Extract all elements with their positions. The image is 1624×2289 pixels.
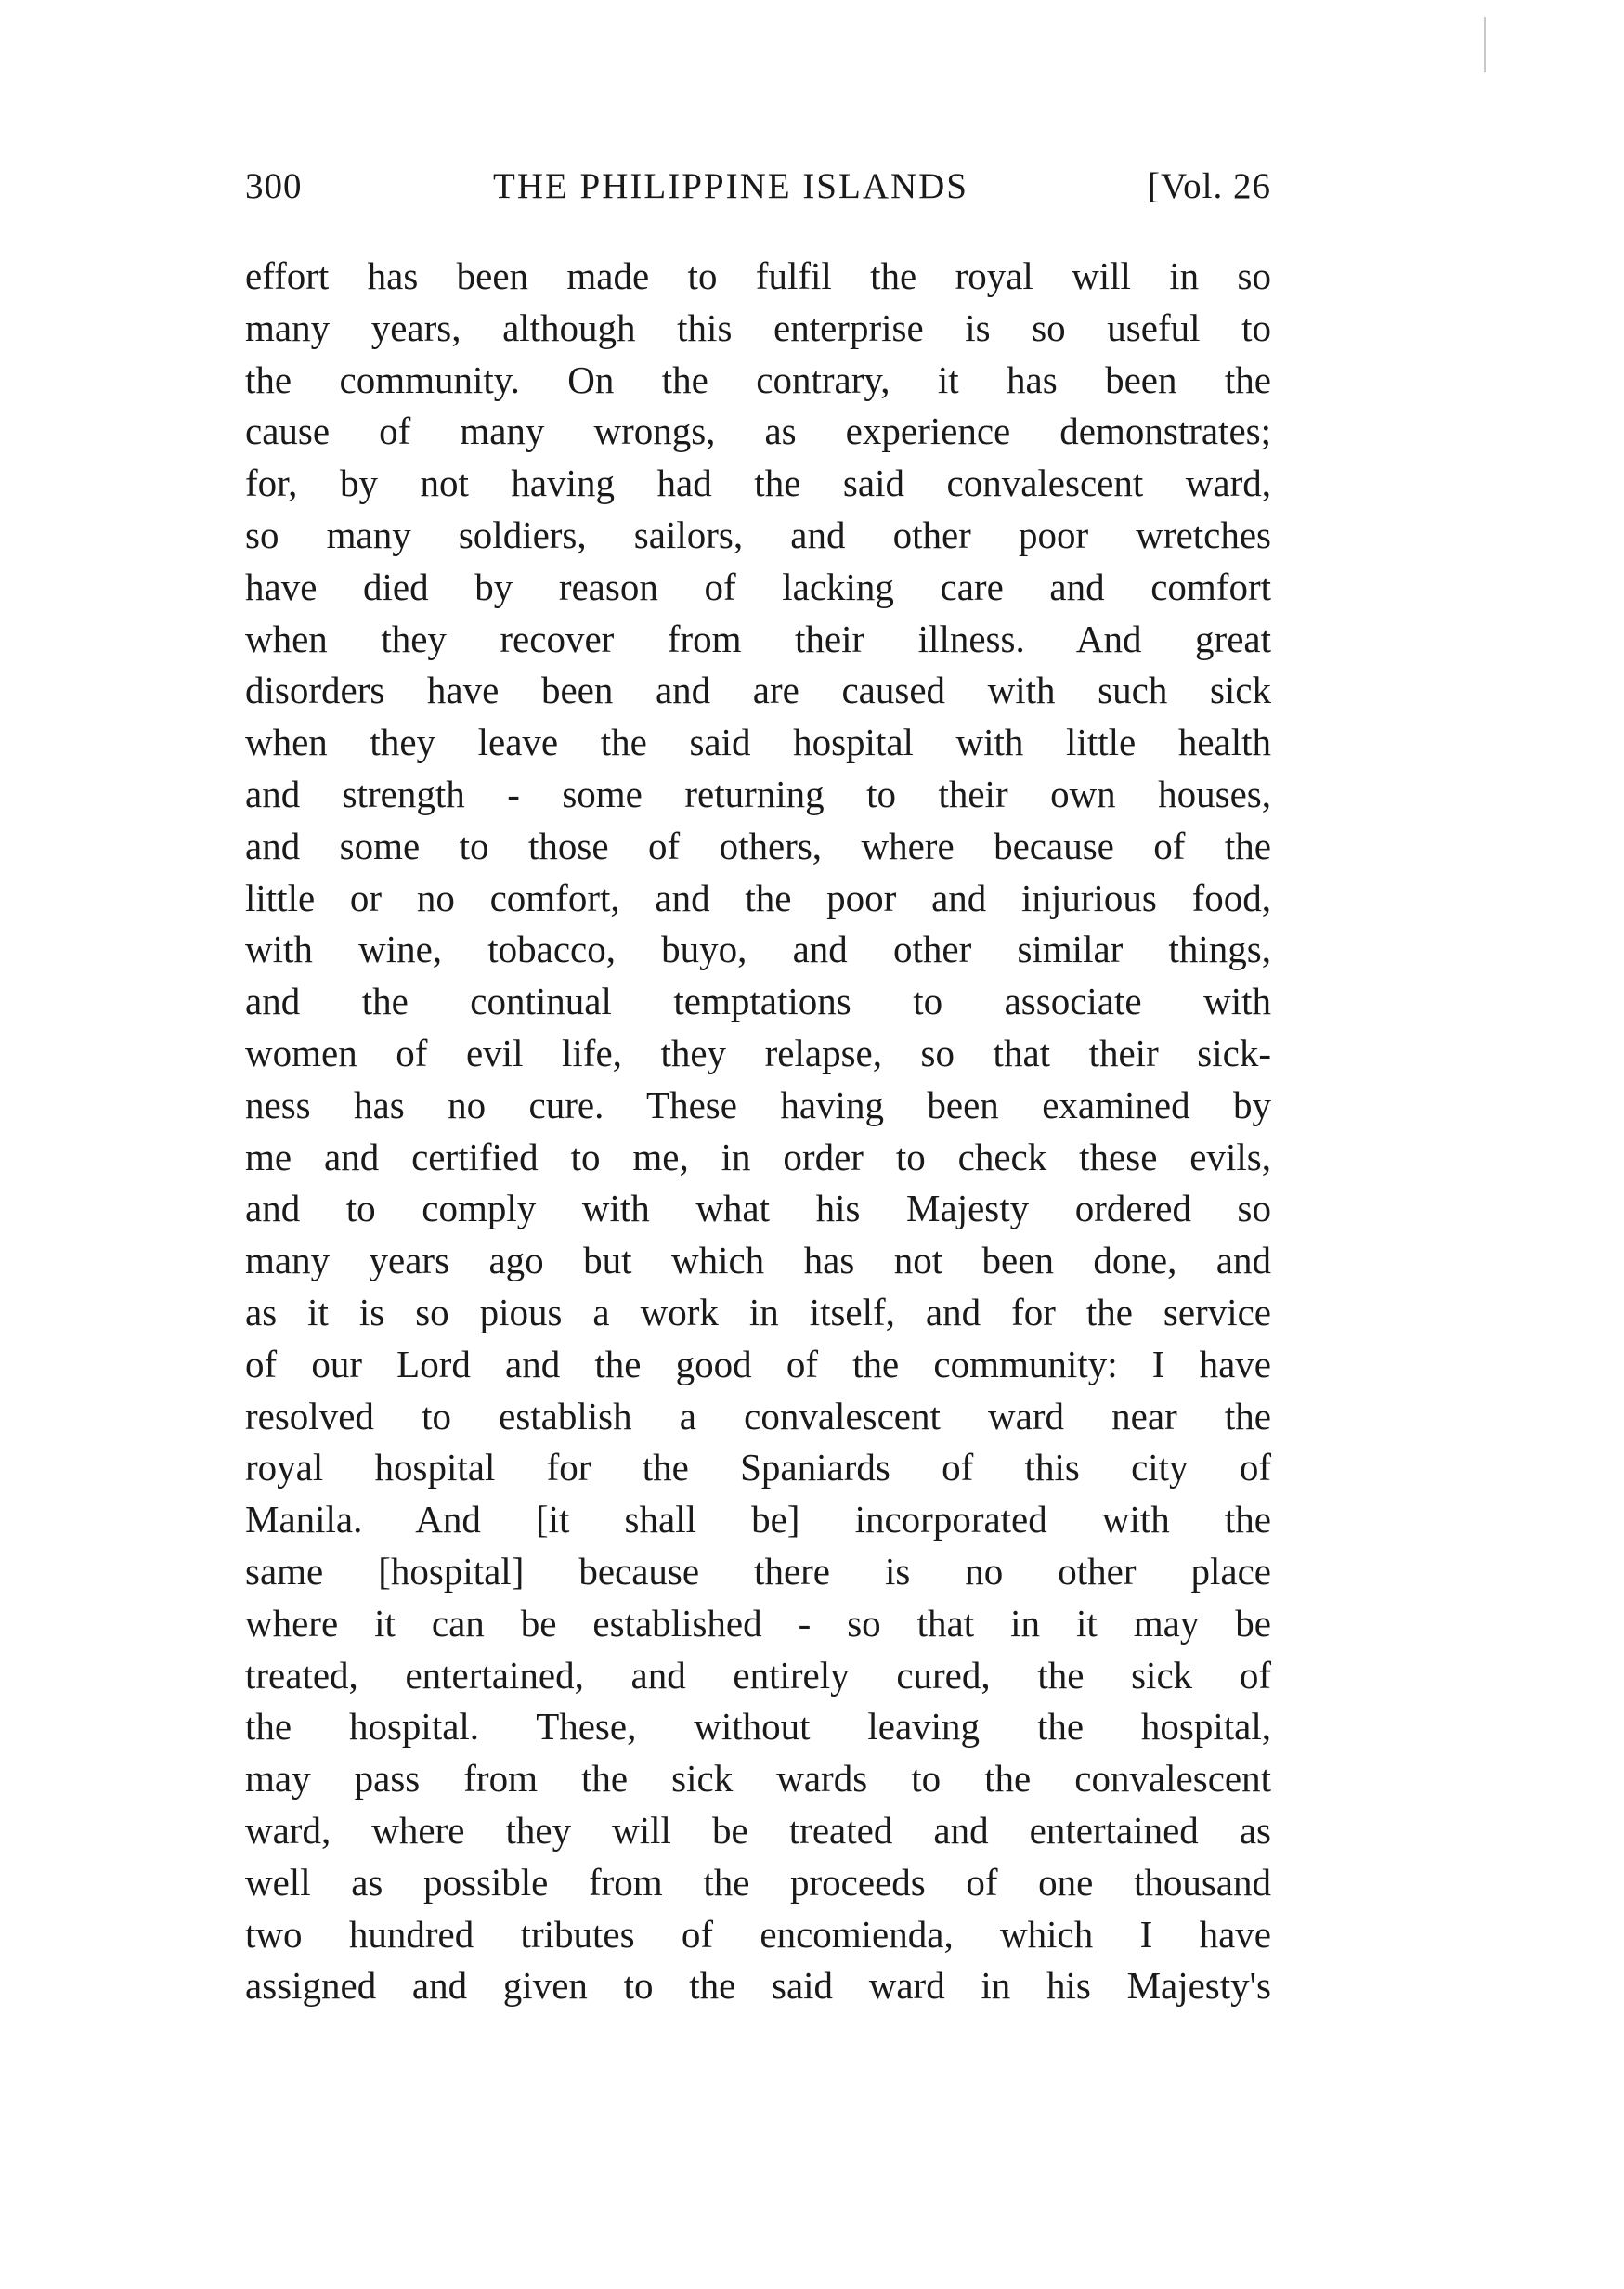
text-line: when they leave the said hospital with little health: [245, 721, 1271, 764]
text-line: many years, although this enterprise is so useful to: [245, 306, 1271, 349]
text-line: ness has no cure. These having been examined by: [245, 1083, 1271, 1126]
text-line: and the continual temptations to associate with: [245, 980, 1271, 1023]
text-line: disorders have been and are caused with such sick: [245, 669, 1271, 712]
text-line: with wine, tobacco, buyo, and other similar things,: [245, 928, 1271, 971]
text-line: of our Lord and the good of the community: I have: [245, 1342, 1271, 1385]
text-line: for, by not having had the said convalescent ward,: [245, 462, 1271, 505]
page-header: [245, 165, 1271, 221]
text-line: many years ago but which has not been done, and: [245, 1239, 1271, 1282]
text-line: and strength - some returning to their own houses,: [245, 772, 1271, 815]
text-line: and to comply with what his Majesty ordered so: [245, 1187, 1271, 1230]
text-line: may pass from the sick wards to the convalescent: [245, 1757, 1271, 1801]
text-line: have died by reason of lacking care and comfort: [245, 565, 1271, 608]
volume-label: [Vol. 26: [1148, 166, 1271, 206]
text-line: as it is so pious a work in itself, and for the service: [245, 1290, 1271, 1333]
text-line: resolved to establish a convalescent ward near the: [245, 1394, 1271, 1437]
text-line: where it can be established - so that in it may be: [245, 1601, 1271, 1645]
text-line: Manila. And [it shall be] incorporated with the: [245, 1498, 1271, 1541]
text-line: cause of many wrongs, as experience demonstrates;: [245, 410, 1271, 453]
text-line: two hundred tributes of encomienda, which I have: [245, 1912, 1271, 1956]
page-number: 300: [245, 166, 303, 206]
text-line: assigned and given to the said ward in his Majesty's: [245, 1964, 1271, 2008]
text-line: treated, entertained, and entirely cured, the sick of: [245, 1653, 1271, 1697]
scan-edge-mark: [1484, 17, 1486, 72]
text-line: so many soldiers, sailors, and other poor wretches: [245, 513, 1271, 556]
text-line: the community. On the contrary, it has been the: [245, 358, 1271, 401]
text-line: me and certified to me, in order to check these evils,: [245, 1135, 1271, 1178]
text-line: royal hospital for the Spaniards of this city of: [245, 1446, 1271, 1489]
body-text: [245, 251, 1271, 2012]
text-line: the hospital. These, without leaving the hospital,: [245, 1705, 1271, 1749]
text-line: ward, where they will be treated and entertained as: [245, 1808, 1271, 1852]
text-line: little or no comfort, and the poor and injurious food,: [245, 876, 1271, 919]
text-line: well as possible from the proceeds of one thousand: [245, 1860, 1271, 1904]
text-line: and some to those of others, where because of the: [245, 824, 1271, 867]
text-line: effort has been made to fulfil the royal will in so: [245, 254, 1271, 297]
text-line: when they recover from their illness. And great: [245, 617, 1271, 660]
running-title: THE PHILIPPINE ISLANDS: [493, 166, 968, 206]
text-line: same [hospital] because there is no other place: [245, 1549, 1271, 1593]
text-line: women of evil life, they relapse, so that their sick-: [245, 1031, 1271, 1074]
